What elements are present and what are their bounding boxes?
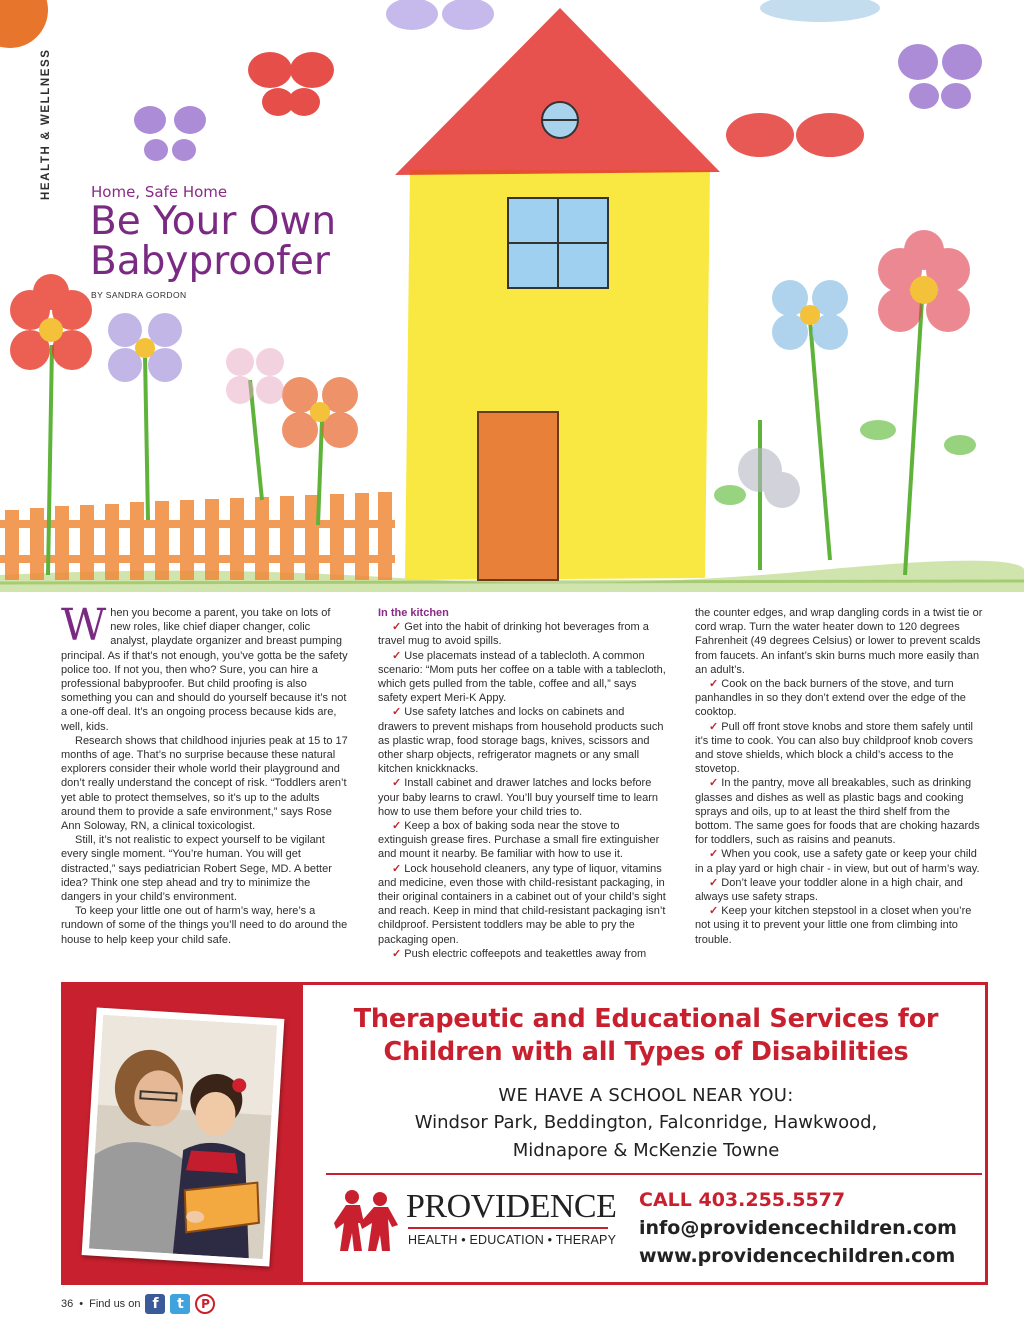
check-icon: ✓: [709, 905, 719, 918]
article-kicker: Home, Safe Home: [91, 183, 228, 201]
footer-separator: •: [79, 1298, 84, 1310]
house-door: [478, 412, 558, 580]
check-icon: ✓: [392, 947, 402, 960]
ad-headline: Therapeutic and Educational Services for Children with all Types of Disabilities: [353, 1004, 939, 1067]
tip-item: ✓ Use safety latches and locks on cabinets and drawers to prevent mishaps from household products such as plastic wrap, food storage bags, knives, scissors and other sharp objects, refrigerator magnets or any small kitchen knickknacks.: [378, 706, 664, 776]
twitter-icon[interactable]: t: [170, 1294, 190, 1314]
providence-kids-logo-icon: [332, 1189, 402, 1255]
title-line-2: Babyproofer: [90, 239, 330, 284]
article-byline: BY SANDRA GORDON: [91, 290, 187, 300]
providence-logo-name: PROVIDENCE: [406, 1188, 617, 1225]
ad-red-panel: [64, 985, 303, 1282]
cloud-blue: [760, 0, 880, 22]
ad-phone[interactable]: CALL 403.255.5577: [639, 1189, 846, 1211]
tip-item: ✓ Don’t leave your toddler alone in a high chair, and always use safety straps.: [695, 876, 963, 904]
section-label: [40, 184, 52, 200]
article-column-1: [61, 600, 351, 947]
flower-grey-right: [738, 448, 800, 508]
check-icon: ✓: [392, 621, 402, 634]
drop-cap: W: [61, 600, 107, 651]
paragraph: Still, it’s not realistic to expect yourself to be vigilant every single moment. “You’re human. You will get distracted,” says pediatrician Robert Sege, MD. A better idea? Think one step ahead and try to minimize the dangers in your child’s environment.: [61, 834, 332, 904]
ad-school-heading: WE HAVE A SCHOOL NEAR YOU:: [498, 1085, 794, 1106]
article-column-3: [695, 606, 985, 947]
logo-underline: [408, 1227, 608, 1229]
butterfly-red-2: [726, 113, 864, 157]
butterfly-red: [248, 52, 334, 116]
butterfly-purple-2: [898, 44, 982, 109]
ad-divider: [326, 1173, 982, 1175]
tip-item: ✓ Pull off front stove knobs and store them safely until it’s time to cook. You can also buy childproof knob covers and stove shields, which block a child’s access to the stovetop.: [695, 720, 974, 776]
paragraph: Research shows that childhood injuries peak at 15 to 17 months of age. That’s no surprise because these natural explorers consider their whole world their playground and don’t really understand the concept of risk. “Toddlers aren’t yet able to protect themselves, so it’s up to the adults around them to provide a safe environment,” says Rose Ann Soloway, RN, a clinical toxicologist.: [61, 734, 348, 833]
facebook-icon[interactable]: f: [145, 1294, 165, 1314]
paragraph: To keep your little one out of harm’s way, here’s a rundown of some of the things you’ll need to do around the house to help keep your child safe.: [61, 905, 348, 946]
tip-item: ✓ Lock household cleaners, any type of liquor, vitamins and medicine, even those with child-resistant packaging, in their original containers in a cabinet out of your child’s sight and reach. Keep in mind that child-resistant packaging isn’t childproof. Persistent toddlers may be able to pry the packaging open.: [378, 862, 666, 946]
article-column-2: [378, 606, 666, 961]
section-subhead: In the kitchen: [378, 607, 449, 619]
check-icon: ✓: [709, 720, 719, 733]
check-icon: ✓: [392, 649, 402, 662]
tip-item: ✓ Cook on the back burners of the stove, and turn panhandles in so they don’t extend over the edge of the cooktop.: [695, 678, 966, 719]
check-icon: ✓: [709, 777, 719, 790]
tip-item: ✓ In the pantry, move all breakables, such as drinking glasses and dishes as well as plastic bags and cooking sprays and oils, up to at least the third shelf from the bottom. The same goes for foods that are choking hazards for toddlers, such as raisins and peanuts.: [695, 777, 980, 847]
tip-item: ✓ When you cook, use a safety gate or keep your child in a play yard or high chair - in view, but out of harm’s way.: [695, 848, 980, 875]
check-icon: ✓: [392, 706, 402, 719]
paragraph: hen you become a parent, you take on lots of new roles, like chief diaper changer, colic analyst, playdate organizer and breast pumping principal. As if that’s not enough, you’ve gotta be the safety police too. If not you, then who? Sure, you can hire a professional babyproofer. But child proofing is also something you can and should do yourself because it’s not a one-off deal. It’s an ongoing process because kids are, well, kids.: [61, 607, 348, 733]
butterfly-lilac: [386, 0, 494, 30]
page-footer: [61, 1295, 215, 1313]
providence-advertisement[interactable]: [61, 982, 988, 1285]
ad-email-link[interactable]: info@providencechildren.com: [639, 1217, 957, 1239]
check-icon: ✓: [392, 820, 402, 833]
tip-item: ✓ Push electric coffeepots and teakettles away from: [392, 947, 647, 960]
paragraph: the counter edges, and wrap dangling cords in a twist tie or cord wrap. Turn the water heater down to 120 degrees Fahrenheit (49 degrees Celsius) or lower to prevent scalds from faucets. An infant’s skin burns much more easily than an adult’s.: [695, 607, 983, 676]
tip-item: ✓ Keep a box of baking soda near the stove to extinguish grease fires. Purchase a small fire extinguisher and mount it nearby. Be familiar with how to use it.: [378, 820, 660, 861]
tip-item: ✓ Use placemats instead of a tablecloth. A common scenario: “Mom puts her coffee on a table with a tablecloth, which gets pulled from the table, coffee and all,” says safety expert Meri-K Appy.: [378, 649, 666, 705]
tip-item: ✓ Get into the habit of drinking hot beverages from a travel mug to avoid spills.: [378, 621, 649, 648]
tip-item: ✓ Keep your kitchen stepstool in a closet when you’re not using it to prevent your little one from climbing into trouble.: [695, 905, 972, 946]
flower-pink-left: [226, 348, 284, 404]
pinterest-icon[interactable]: P: [195, 1294, 215, 1314]
check-icon: ✓: [709, 678, 719, 691]
article-title: [90, 199, 337, 284]
check-icon: ✓: [709, 876, 719, 889]
ad-website-link[interactable]: www.providencechildren.com: [639, 1245, 956, 1267]
page-number: 36: [61, 1298, 74, 1310]
ad-locations: Windsor Park, Beddington, Falconridge, Hawkwood, Midnapore & McKenzie Towne: [414, 1112, 878, 1161]
mother-child-reading-photo: [89, 1015, 277, 1259]
tip-item: ✓ Install cabinet and drawer latches and locks before your baby learns to crawl. You’ll buy yourself time to learn how to use them before your child tries to.: [378, 777, 659, 818]
ad-photo: [82, 1007, 285, 1266]
title-line-1: Be Your Own: [90, 199, 337, 244]
providence-logo-tagline: HEALTH • EDUCATION • THERAPY: [408, 1233, 617, 1247]
fence: [0, 492, 395, 580]
find-us-label: Find us on: [89, 1298, 141, 1310]
check-icon: ✓: [392, 862, 402, 875]
house-roof: [395, 8, 720, 175]
butterfly-purple-1: [134, 106, 206, 161]
check-icon: ✓: [392, 777, 402, 790]
check-icon: ✓: [709, 848, 719, 861]
